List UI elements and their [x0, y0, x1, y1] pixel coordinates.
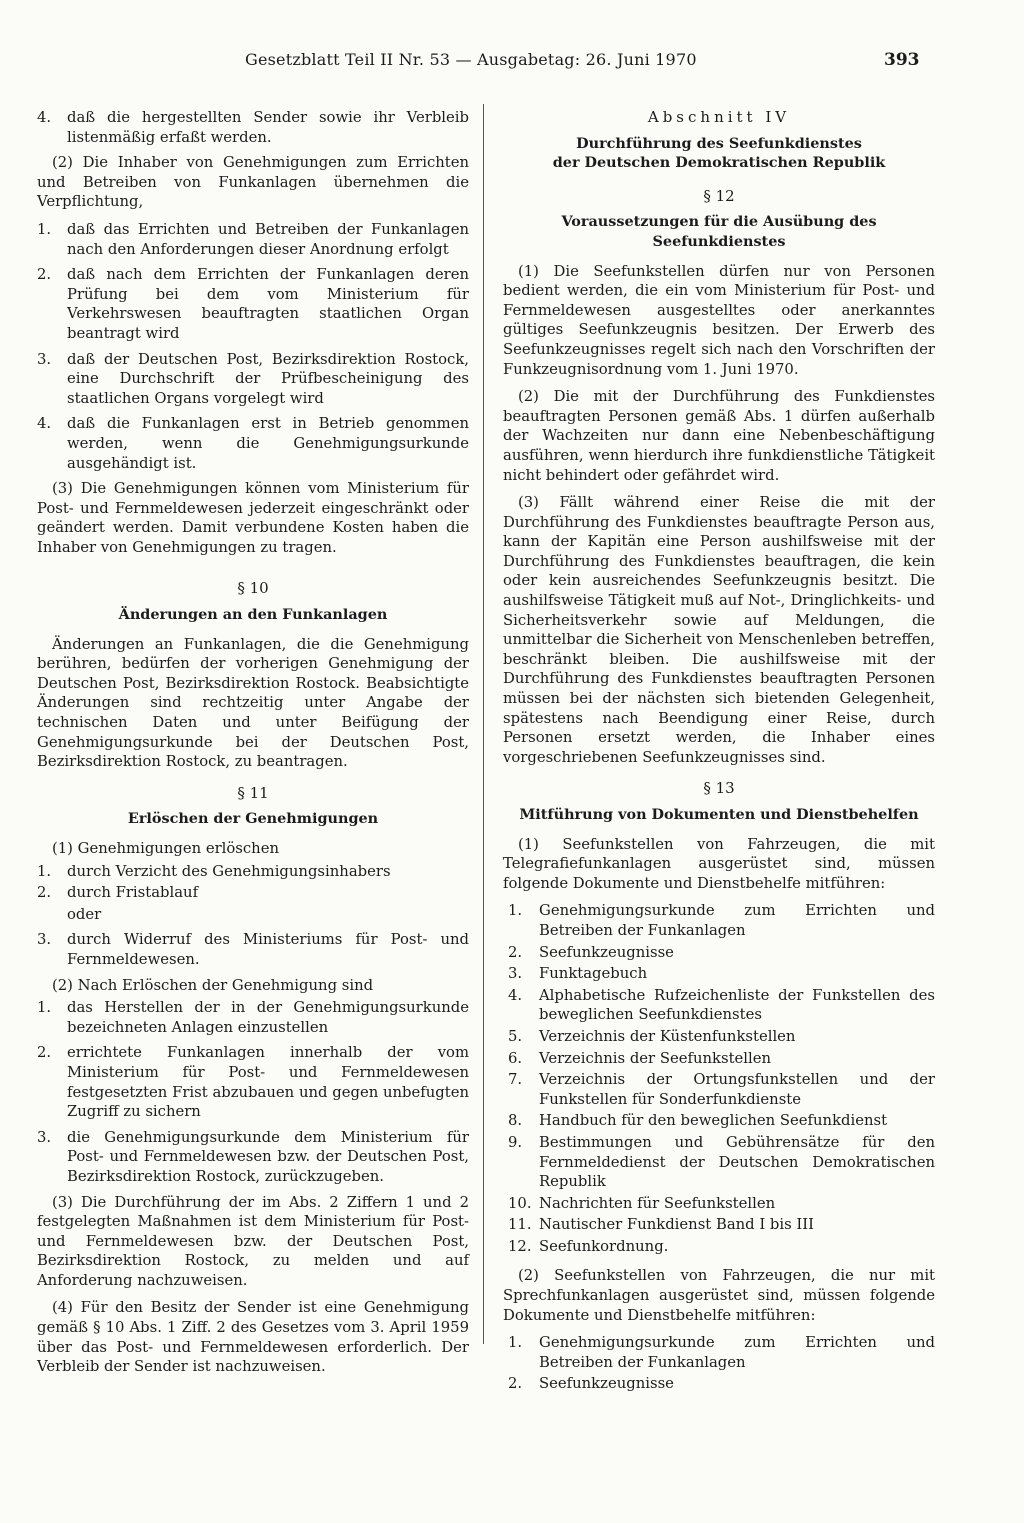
obligations-list: [37, 220, 469, 473]
section-title: Änderungen an den Funkanlagen: [118, 606, 388, 624]
paragraph: (3) Die Durchführung der im Abs. 2 Ziffern 1 und 2 festgelegten Maßnahmen ist dem Ministerium für Post- und Fernmeldewesen bzw. der Deutschen Post, Bezirksdirektion Rostock, zu melden und auf Anforderung nachzuweisen.: [37, 1193, 469, 1289]
section-number: § 11: [237, 783, 269, 802]
item-number: 1.: [508, 1334, 523, 1352]
item-text: daß der Deutschen Post, Bezirksdirektion Rostock, eine Durchschrift der Prüfbescheinigung des staatlichen Organs vorgelegt wird: [67, 350, 469, 407]
documents-list: [503, 1333, 935, 1394]
list-item: [503, 943, 935, 963]
part-title: der Deutschen Demokratischen Republik: [552, 154, 886, 172]
item-text: durch Verzicht des Genehmigungsinhabers: [67, 862, 391, 880]
item-number: 2.: [37, 884, 52, 902]
list-item: [503, 1374, 935, 1394]
item-text: Nautischer Funkdienst Band I bis III: [539, 1216, 814, 1234]
section-number: § 12: [703, 186, 735, 205]
item-text: Seefunkzeugnisse: [539, 943, 674, 961]
section-number: § 10: [237, 579, 269, 598]
item-text: daß die Funkanlagen erst in Betrieb genommen werden, wenn die Genehmigungsurkunde ausgehändigt ist.: [67, 415, 469, 472]
list-item: [37, 1128, 469, 1187]
page-number: 393: [884, 50, 920, 70]
column-divider: [483, 104, 484, 1344]
paragraph: (1) Die Seefunkstellen dürfen nur von Personen bedient werden, die ein vom Ministerium für Post- und Fernmeldewesen ausgestelltes oder anerkanntes gültiges Seefunkzeugnis besitzen. Der Erwerb des Seefunkzeugnisses regelt sich nach den Vorschriften der Funkzeugnisordnung vom 1. Juni 1970.: [503, 262, 935, 378]
documents-list: [503, 901, 935, 1256]
item-number: 2.: [37, 266, 52, 284]
item-number: 12.: [508, 1237, 532, 1255]
item-number: 1.: [37, 862, 52, 880]
paragraph: (4) Für den Besitz der Sender ist eine Genehmigung gemäß § 10 Abs. 1 Ziff. 2 des Gesetzes vom 3. April 1959 über das Post- und Fernmeldewesen erforderlich. Der Verbleib der Sender ist nachzuweisen.: [37, 1299, 469, 1376]
item-number: 1.: [508, 902, 523, 920]
item-text: Nachrichten für Seefunkstellen: [539, 1194, 776, 1212]
item-text: daß die hergestellten Sender sowie ihr Verbleib listenmäßig erfaßt werden.: [67, 109, 469, 146]
item-number: 6.: [508, 1049, 523, 1067]
list-item: [37, 265, 469, 343]
list-item: [503, 1237, 935, 1257]
item-text: Bestimmungen und Gebührensätze für den Fernmeldedienst der Deutschen Demokratischen Republik: [539, 1133, 935, 1191]
item-text: die Genehmigungsurkunde dem Ministerium für Post- und Fernmeldewesen bzw. der Deutschen Post, Bezirksdirektion Rostock, zurückzugeben.: [67, 1128, 469, 1185]
item-number: 9.: [508, 1133, 523, 1151]
paragraph: (2) Die Inhaber von Genehmigungen zum Errichten und Betreiben von Funkanlagen übernehmen die Verpflichtung,: [37, 154, 469, 211]
item-number: 3.: [37, 350, 52, 368]
item-text: daß nach dem Errichten der Funkanlagen deren Prüfung bei dem vom Ministerium für Verkehrswesen beauftragten staatlichen Organ beantragt wird: [67, 266, 469, 342]
list-item: [503, 1027, 935, 1047]
section-title: Erlöschen der Genehmigungen: [127, 810, 379, 828]
part-title: Durchführung des Seefunkdienstes: [576, 134, 862, 152]
item-text: errichtete Funkanlagen innerhalb der vom Ministerium für Post- und Fernmeldewesen festgesetzten Frist abzubauen und gegen unbefugten Zugriff zu sichern: [67, 1044, 469, 1121]
list-item: [37, 1043, 469, 1121]
item-number: 1.: [37, 220, 52, 238]
item-text: das Herstellen der in der Genehmigungsurkunde bezeichneten Anlagen einzustellen: [67, 999, 469, 1036]
item-number: 10.: [508, 1194, 532, 1212]
list-item: [37, 350, 469, 409]
list-item: [37, 998, 469, 1037]
paragraph: (2) Die mit der Durchführung des Funkdienstes beauftragten Personen gemäß Abs. 1 dürfen außerhalb der Wachzeiten nur dann eine Nebenbeschäftigung ausführen, wenn hierdurch ihre funkdienstliche Tätigkeit nicht behindert oder gefährdet wird.: [503, 388, 935, 484]
list-item: [503, 1111, 935, 1131]
list-item: [37, 108, 469, 147]
item-number: 3.: [37, 1128, 52, 1146]
paragraph: (1) Genehmigungen erlöschen: [52, 840, 279, 857]
part-heading: Abschnitt IV: [647, 108, 791, 126]
conjunction: oder: [67, 905, 102, 923]
list-item: [503, 1194, 935, 1214]
paragraph: (3) Fällt während einer Reise die mit der Durchführung des Funkdienstes beauftragte Person aus, kann der Kapitän eine Person aushilfsweise mit der Durchführung des Funkdienstes beauftragen, die kein oder kein ausreichendes Seefunkzeugnis besitzt. Die aushilfsweise Tätigkeit muß auf Not-, Dringlichkeits- und Sicherheitsverkehr sowie auf Meldungen, die unmittelbar die Sicherheit von Menschenleben betreffen, beschränkt bleiben. Die aushilfsweise mit der Durchführung des Funkdienstes beauftragten Personen müssen bei der nächsten sich bietenden Gelegenheit, spätestens nach Beendigung einer Reise, durch Personen ersetzt werden, die Inhaber eines vorgeschriebenen Seefunkzeugnisses sind.: [503, 494, 935, 766]
item-text: Verzeichnis der Seefunkstellen: [539, 1049, 772, 1067]
section-number: § 13: [703, 779, 735, 798]
left-column: [37, 108, 469, 1385]
section-title: Mitführung von Dokumenten und Dienstbehelfen: [519, 806, 919, 823]
list-item: [37, 220, 469, 259]
item-text: Genehmigungsurkunde zum Errichten und Betreiben der Funkanlagen: [539, 902, 935, 939]
list-item: [503, 986, 935, 1025]
item-text: Handbuch für den beweglichen Seefunkdienst: [539, 1112, 888, 1130]
item-number: 2.: [508, 943, 523, 961]
list-item: [37, 414, 469, 473]
item-number: 8.: [508, 1112, 523, 1130]
section-title: Voraussetzungen für die Ausübung des Seefunkdienstes: [561, 213, 877, 250]
item-text: Verzeichnis der Ortungsfunkstellen und der Funkstellen für Sonderfunkdienste: [539, 1071, 935, 1108]
item-text: Seefunkordnung.: [539, 1237, 669, 1255]
item-text: Funktagebuch: [539, 965, 648, 983]
paragraph: Änderungen an Funkanlagen, die die Genehmigung berühren, bedürfen der vorherigen Genehmigung der Deutschen Post, Bezirksdirektion Rostock. Beabsichtigte Änderungen sind rechtzeitig unter Angabe der technischen Daten und unter Beifügung der Genehmigungsurkunde bei der Deutschen Post, Bezirksdirektion Rostock, zu beantragen.: [37, 635, 469, 771]
page-header: [0, 50, 1024, 74]
item-number: 5.: [508, 1027, 523, 1045]
list-item: [503, 964, 935, 984]
list-item: [503, 1215, 935, 1235]
list-item: [503, 1333, 935, 1372]
list-item: [503, 901, 935, 940]
paragraph: (2) Seefunkstellen von Fahrzeugen, die nur mit Sprechfunkanlagen ausgerüstet sind, müssen folgende Dokumente und Dienstbehelfe mitführen:: [503, 1267, 935, 1324]
item-number: 4.: [37, 109, 52, 126]
list-item: [37, 930, 469, 969]
item-number: 4.: [37, 415, 52, 433]
list-item: [503, 1049, 935, 1069]
paragraph: (1) Seefunkstellen von Fahrzeugen, die mit Telegrafiefunkanlagen ausgerüstet sind, müssen folgende Dokumente und Dienstbehelfe mitführen:: [503, 835, 935, 892]
item-text: Verzeichnis der Küstenfunkstellen: [539, 1027, 796, 1045]
item-text: Seefunkzeugnisse: [539, 1375, 674, 1393]
item-number: 3.: [508, 965, 523, 983]
item-number: 3.: [37, 931, 52, 949]
paragraph: (2) Nach Erlöschen der Genehmigung sind: [52, 976, 374, 994]
right-column: [503, 108, 935, 1396]
item-text: Genehmigungsurkunde zum Errichten und Betreiben der Funkanlagen: [539, 1334, 935, 1371]
item-text: durch Widerruf des Ministeriums für Post- und Fernmeldewesen.: [67, 931, 469, 968]
paragraph: (3) Die Genehmigungen können vom Ministerium für Post- und Fernmeldewesen jederzeit eingeschränkt oder geändert werden. Damit verbundene Kosten haben die Inhaber von Genehmigungen zu tragen.: [37, 480, 469, 556]
list-item: [503, 1133, 935, 1192]
item-number: 1.: [37, 999, 52, 1017]
item-number: 7.: [508, 1071, 523, 1089]
item-number: 11.: [508, 1216, 532, 1234]
item-text: Alphabetische Rufzeichenliste der Funkstellen des beweglichen Seefunkdienstes: [539, 986, 935, 1024]
list-item: [37, 883, 469, 903]
item-number: 2.: [37, 1044, 52, 1062]
item-number: 2.: [508, 1375, 523, 1393]
list-item: [503, 1070, 935, 1109]
item-number: 4.: [508, 986, 523, 1004]
list-item: [37, 862, 469, 882]
header-title: Gesetzblatt Teil II Nr. 53 — Ausgabetag: 26. Juni 1970: [245, 50, 697, 69]
item-text: daß das Errichten und Betreiben der Funkanlagen nach den Anforderungen dieser Anordnung erfolgt: [67, 220, 469, 258]
item-text: durch Fristablauf: [67, 884, 199, 902]
